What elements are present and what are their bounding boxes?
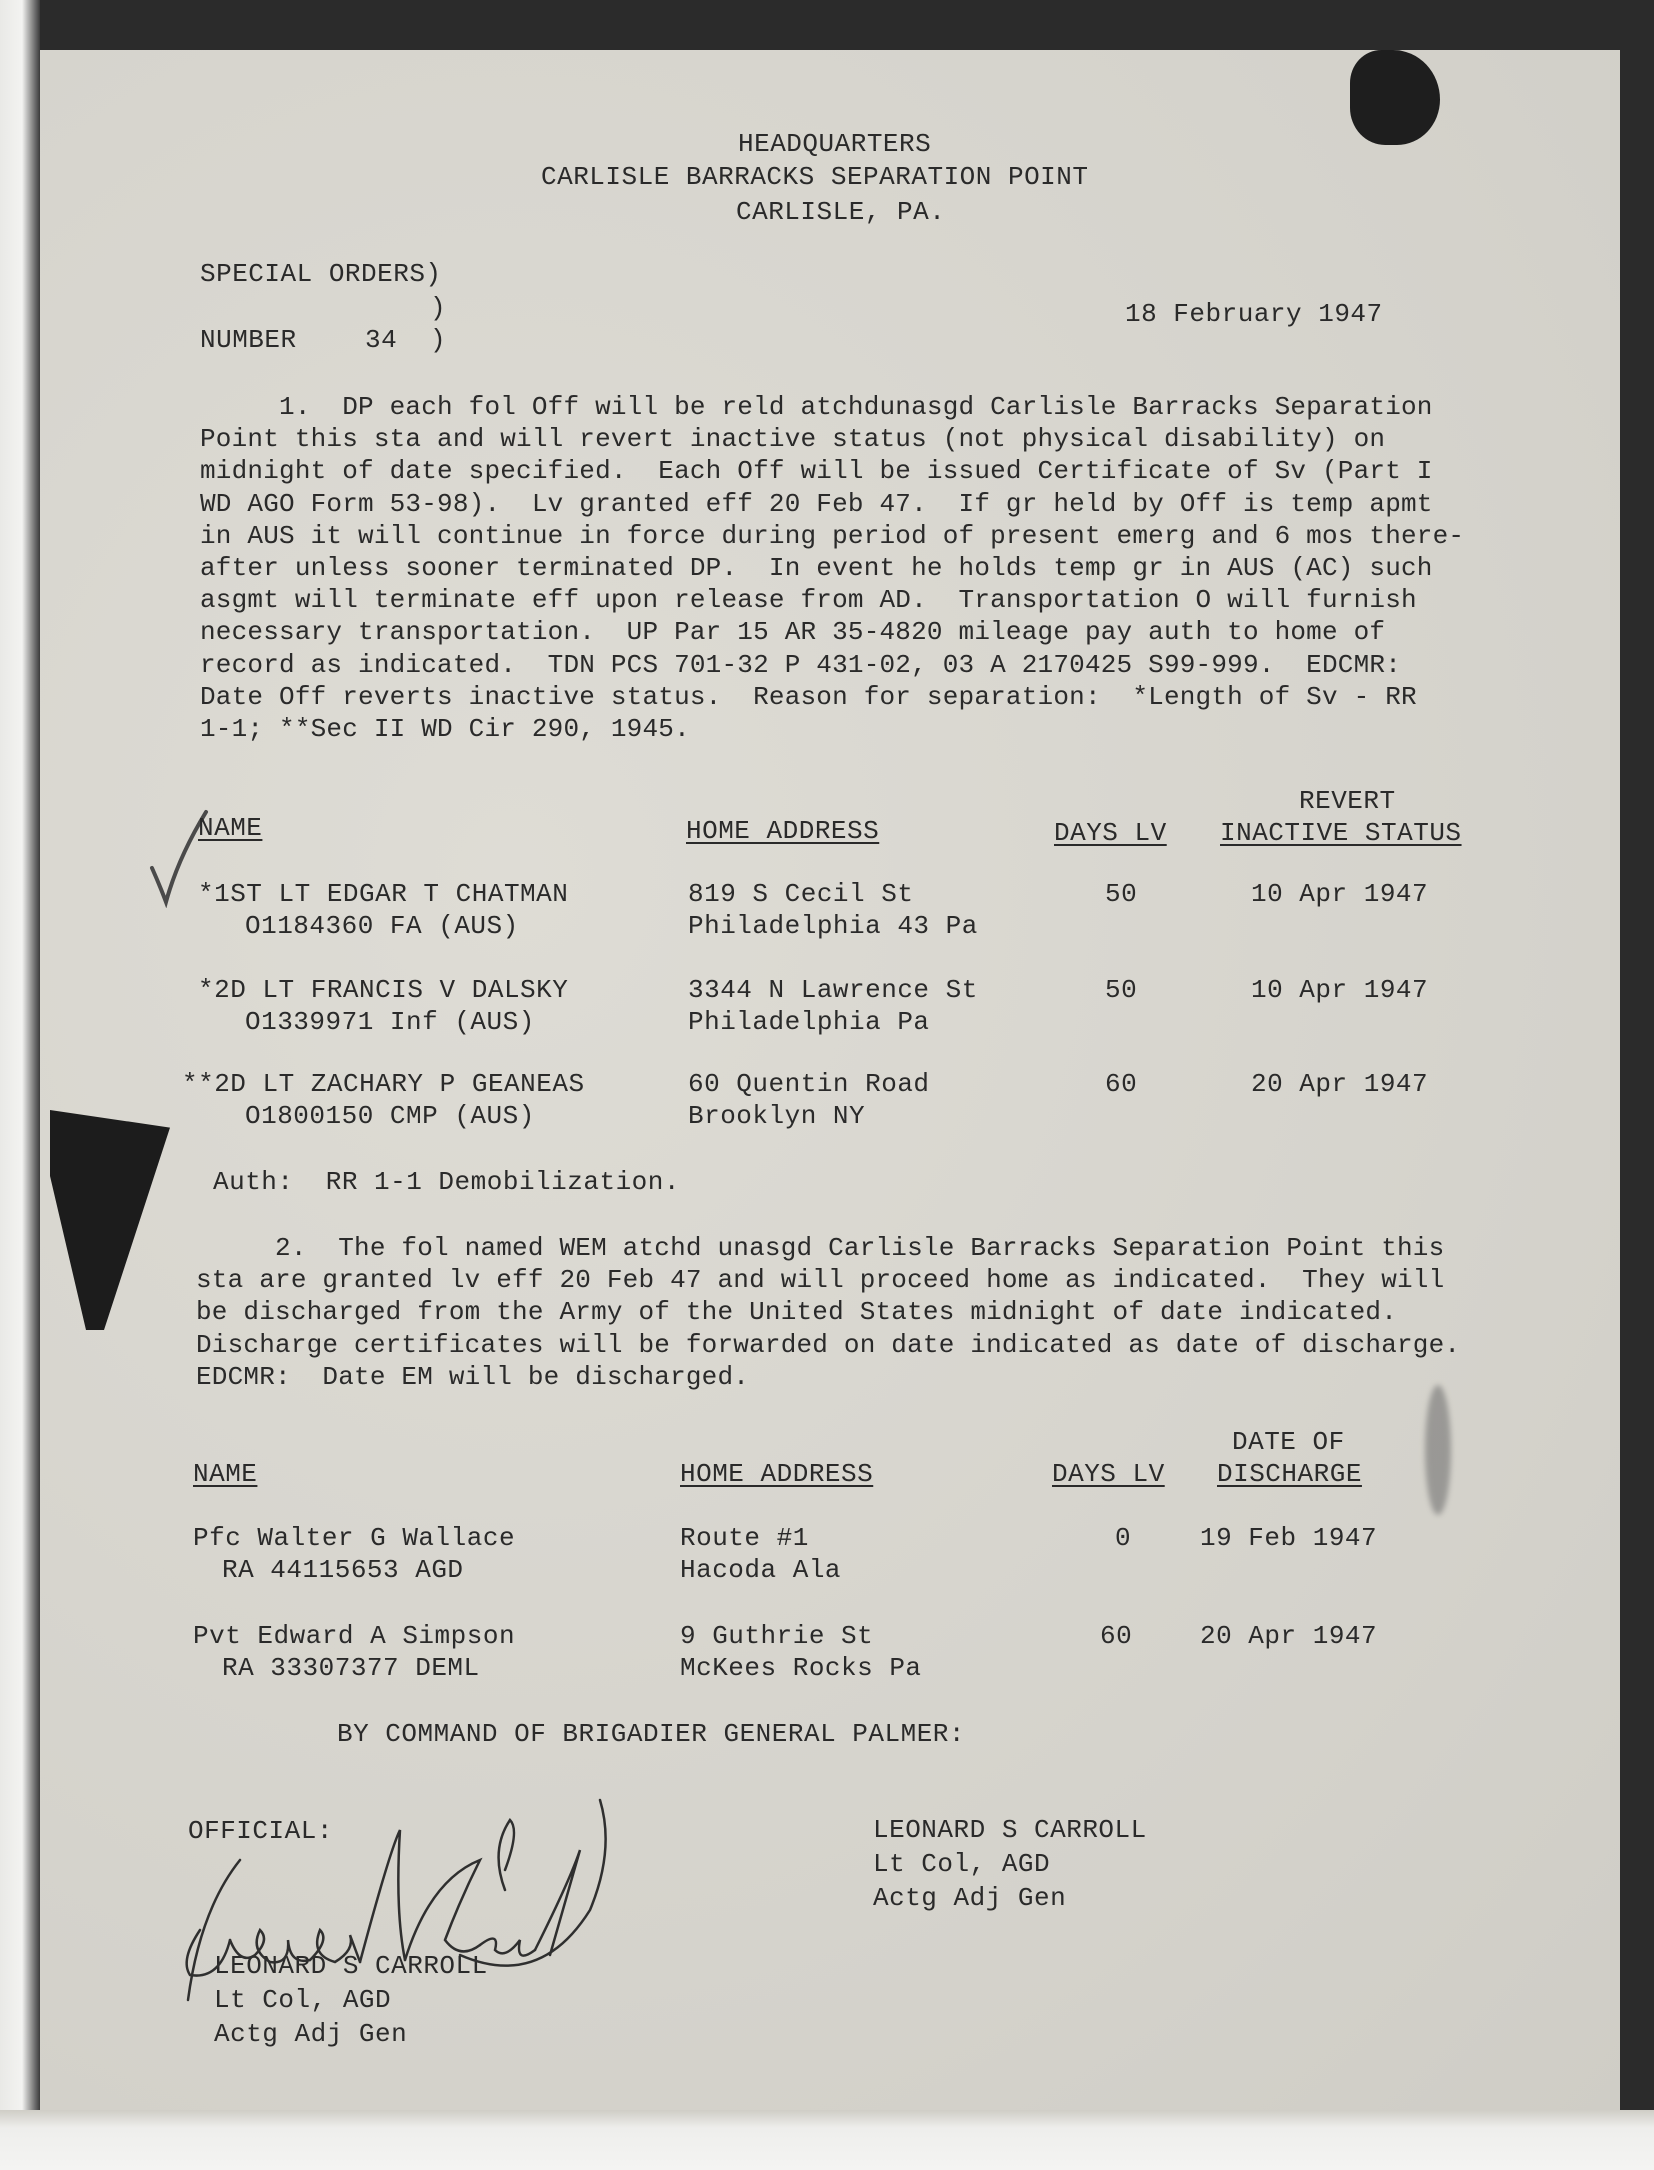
official-label: OFFICIAL: [188, 1816, 333, 1846]
paragraph-line: in AUS it will continue in force during period of present emerg and 6 mos there- [200, 520, 1465, 551]
header-line-1: HEADQUARTERS [738, 129, 932, 159]
command-line: BY COMMAND OF BRIGADIER GENERAL PALMER: [337, 1719, 965, 1749]
table2-header-days: DAYS LV [1052, 1459, 1165, 1489]
table1-header-address: HOME ADDRESS [686, 816, 880, 846]
ink-blot [1350, 50, 1440, 145]
home-address-line2: Brooklyn NY [688, 1101, 866, 1131]
paragraph-line: necessary transportation. UP Par 15 AR 35-4820 mileage pay auth to home of [200, 617, 1386, 648]
signer-name: LEONARD S CARROLL [873, 1815, 1147, 1845]
revert-date: 10 Apr 1947 [1251, 879, 1429, 909]
days-leave: 60 [1105, 1069, 1138, 1099]
paragraph-line: 2. The fol named WEM atchd unasgd Carlisle Barracks Separation Point this [196, 1233, 1445, 1263]
scan-edge-left [0, 0, 40, 2170]
handwritten-signature [160, 1790, 620, 2020]
table1-header-status-line1: REVERT [1299, 786, 1396, 816]
days-leave: 50 [1105, 975, 1138, 1005]
paragraph-line: EDCMR: Date EM will be discharged. [196, 1361, 750, 1392]
paragraph-line: after unless sooner terminated DP. In event he holds temp gr in AUS (AC) such [200, 553, 1433, 583]
discharge-date: 19 Feb 1947 [1200, 1523, 1378, 1553]
revert-date: 20 Apr 1947 [1251, 1069, 1429, 1099]
signer-title: Actg Adj Gen [873, 1883, 1067, 1913]
order-date: 18 February 1947 [1125, 299, 1383, 329]
official-name: LEONARD S CARROLL [214, 1951, 488, 1981]
enlisted-serial: RA 33307377 DEML [222, 1653, 480, 1683]
discharge-date: 20 Apr 1947 [1200, 1621, 1378, 1651]
header-line-2: CARLISLE BARRACKS SEPARATION POINT [541, 162, 1089, 192]
order-number-bracket: ) [430, 325, 447, 355]
days-leave: 60 [1100, 1621, 1133, 1651]
authority-line: Auth: RR 1-1 Demobilization. [213, 1167, 680, 1197]
enlisted-name: Pfc Walter G Wallace [193, 1523, 516, 1553]
days-leave: 0 [1115, 1523, 1132, 1553]
official-title: Actg Adj Gen [214, 2019, 408, 2049]
paragraph-line: record as indicated. TDN PCS 701-32 P 431-02, 03 A 2170425 S99-999. EDCMR: [200, 649, 1401, 680]
special-orders-label: SPECIAL ORDERS) [200, 259, 442, 289]
smudge-mark [1425, 1385, 1451, 1515]
home-address-line2: Philadelphia Pa [688, 1007, 930, 1037]
paragraph-line: WD AGO Form 53-98). Lv granted eff 20 Feb 47. If gr held by Off is temp apmt [200, 488, 1433, 519]
paragraph-line: sta are granted lv eff 20 Feb 47 and will proceed home as indicated. They will [196, 1265, 1445, 1296]
signer-rank: Lt Col, AGD [873, 1849, 1051, 1879]
paragraph-line: Discharge certificates will be forwarded on date indicated as date of discharge. [196, 1329, 1461, 1360]
home-address-line1: 9 Guthrie St [680, 1621, 874, 1651]
paragraph-line: 1. DP each fol Off will be reld atchdunasgd Carlisle Barracks Separation [200, 392, 1433, 422]
home-address-line2: Philadelphia 43 Pa [688, 911, 978, 941]
order-number: 34 [365, 325, 398, 355]
table2-header-address: HOME ADDRESS [680, 1459, 874, 1489]
home-address-line1: 60 Quentin Road [688, 1069, 930, 1099]
paragraph-line: be discharged from the Army of the United States midnight of date indicated. [196, 1297, 1397, 1328]
officer-name: *1ST LT EDGAR T CHATMAN [198, 879, 569, 909]
paragraph-line: asgmt will terminate eff upon release from AD. Transportation O will furnish [200, 585, 1417, 616]
home-address-line1: 819 S Cecil St [688, 879, 914, 909]
officer-name: *2D LT FRANCIS V DALSKY [198, 975, 569, 1005]
table2-header-date-line2: DISCHARGE [1217, 1459, 1362, 1489]
officer-name: **2D LT ZACHARY P GEANEAS [182, 1069, 585, 1099]
order-number-label: NUMBER [200, 325, 297, 355]
home-address-line1: 3344 N Lawrence St [688, 975, 978, 1005]
scan-edge-bottom [0, 2110, 1654, 2170]
days-leave: 50 [1105, 879, 1138, 909]
paragraph-line: 1-1; **Sec II WD Cir 290, 1945. [200, 714, 690, 744]
paragraph-line: Point this sta and will revert inactive status (not physical disability) on [200, 424, 1386, 455]
officer-serial: O1339971 Inf (AUS) [245, 1007, 535, 1037]
header-line-3: CARLISLE, PA. [736, 197, 946, 227]
home-address-line2: Hacoda Ala [680, 1555, 842, 1585]
enlisted-serial: RA 44115653 AGD [222, 1555, 464, 1585]
paragraph-line: Date Off reverts inactive status. Reason for separation: *Length of Sv - RR [200, 681, 1417, 712]
paragraph-line: midnight of date specified. Each Off will be issued Certificate of Sv (Part I [200, 456, 1433, 487]
table1-header-status-line2: INACTIVE STATUS [1220, 818, 1462, 848]
officer-serial: O1800150 CMP (AUS) [245, 1101, 535, 1131]
home-address-line1: Route #1 [680, 1523, 809, 1553]
order-bracket: ) [430, 293, 447, 323]
table1-header-days: DAYS LV [1054, 818, 1167, 848]
table2-header-date-line1: DATE OF [1232, 1427, 1345, 1457]
official-rank: Lt Col, AGD [214, 1985, 392, 2015]
table2-header-name: NAME [193, 1459, 258, 1489]
enlisted-name: Pvt Edward A Simpson [193, 1621, 516, 1651]
revert-date: 10 Apr 1947 [1251, 975, 1429, 1005]
home-address-line2: McKees Rocks Pa [680, 1653, 922, 1683]
table1-header-name: NAME [198, 813, 263, 843]
officer-serial: O1184360 FA (AUS) [245, 911, 519, 941]
